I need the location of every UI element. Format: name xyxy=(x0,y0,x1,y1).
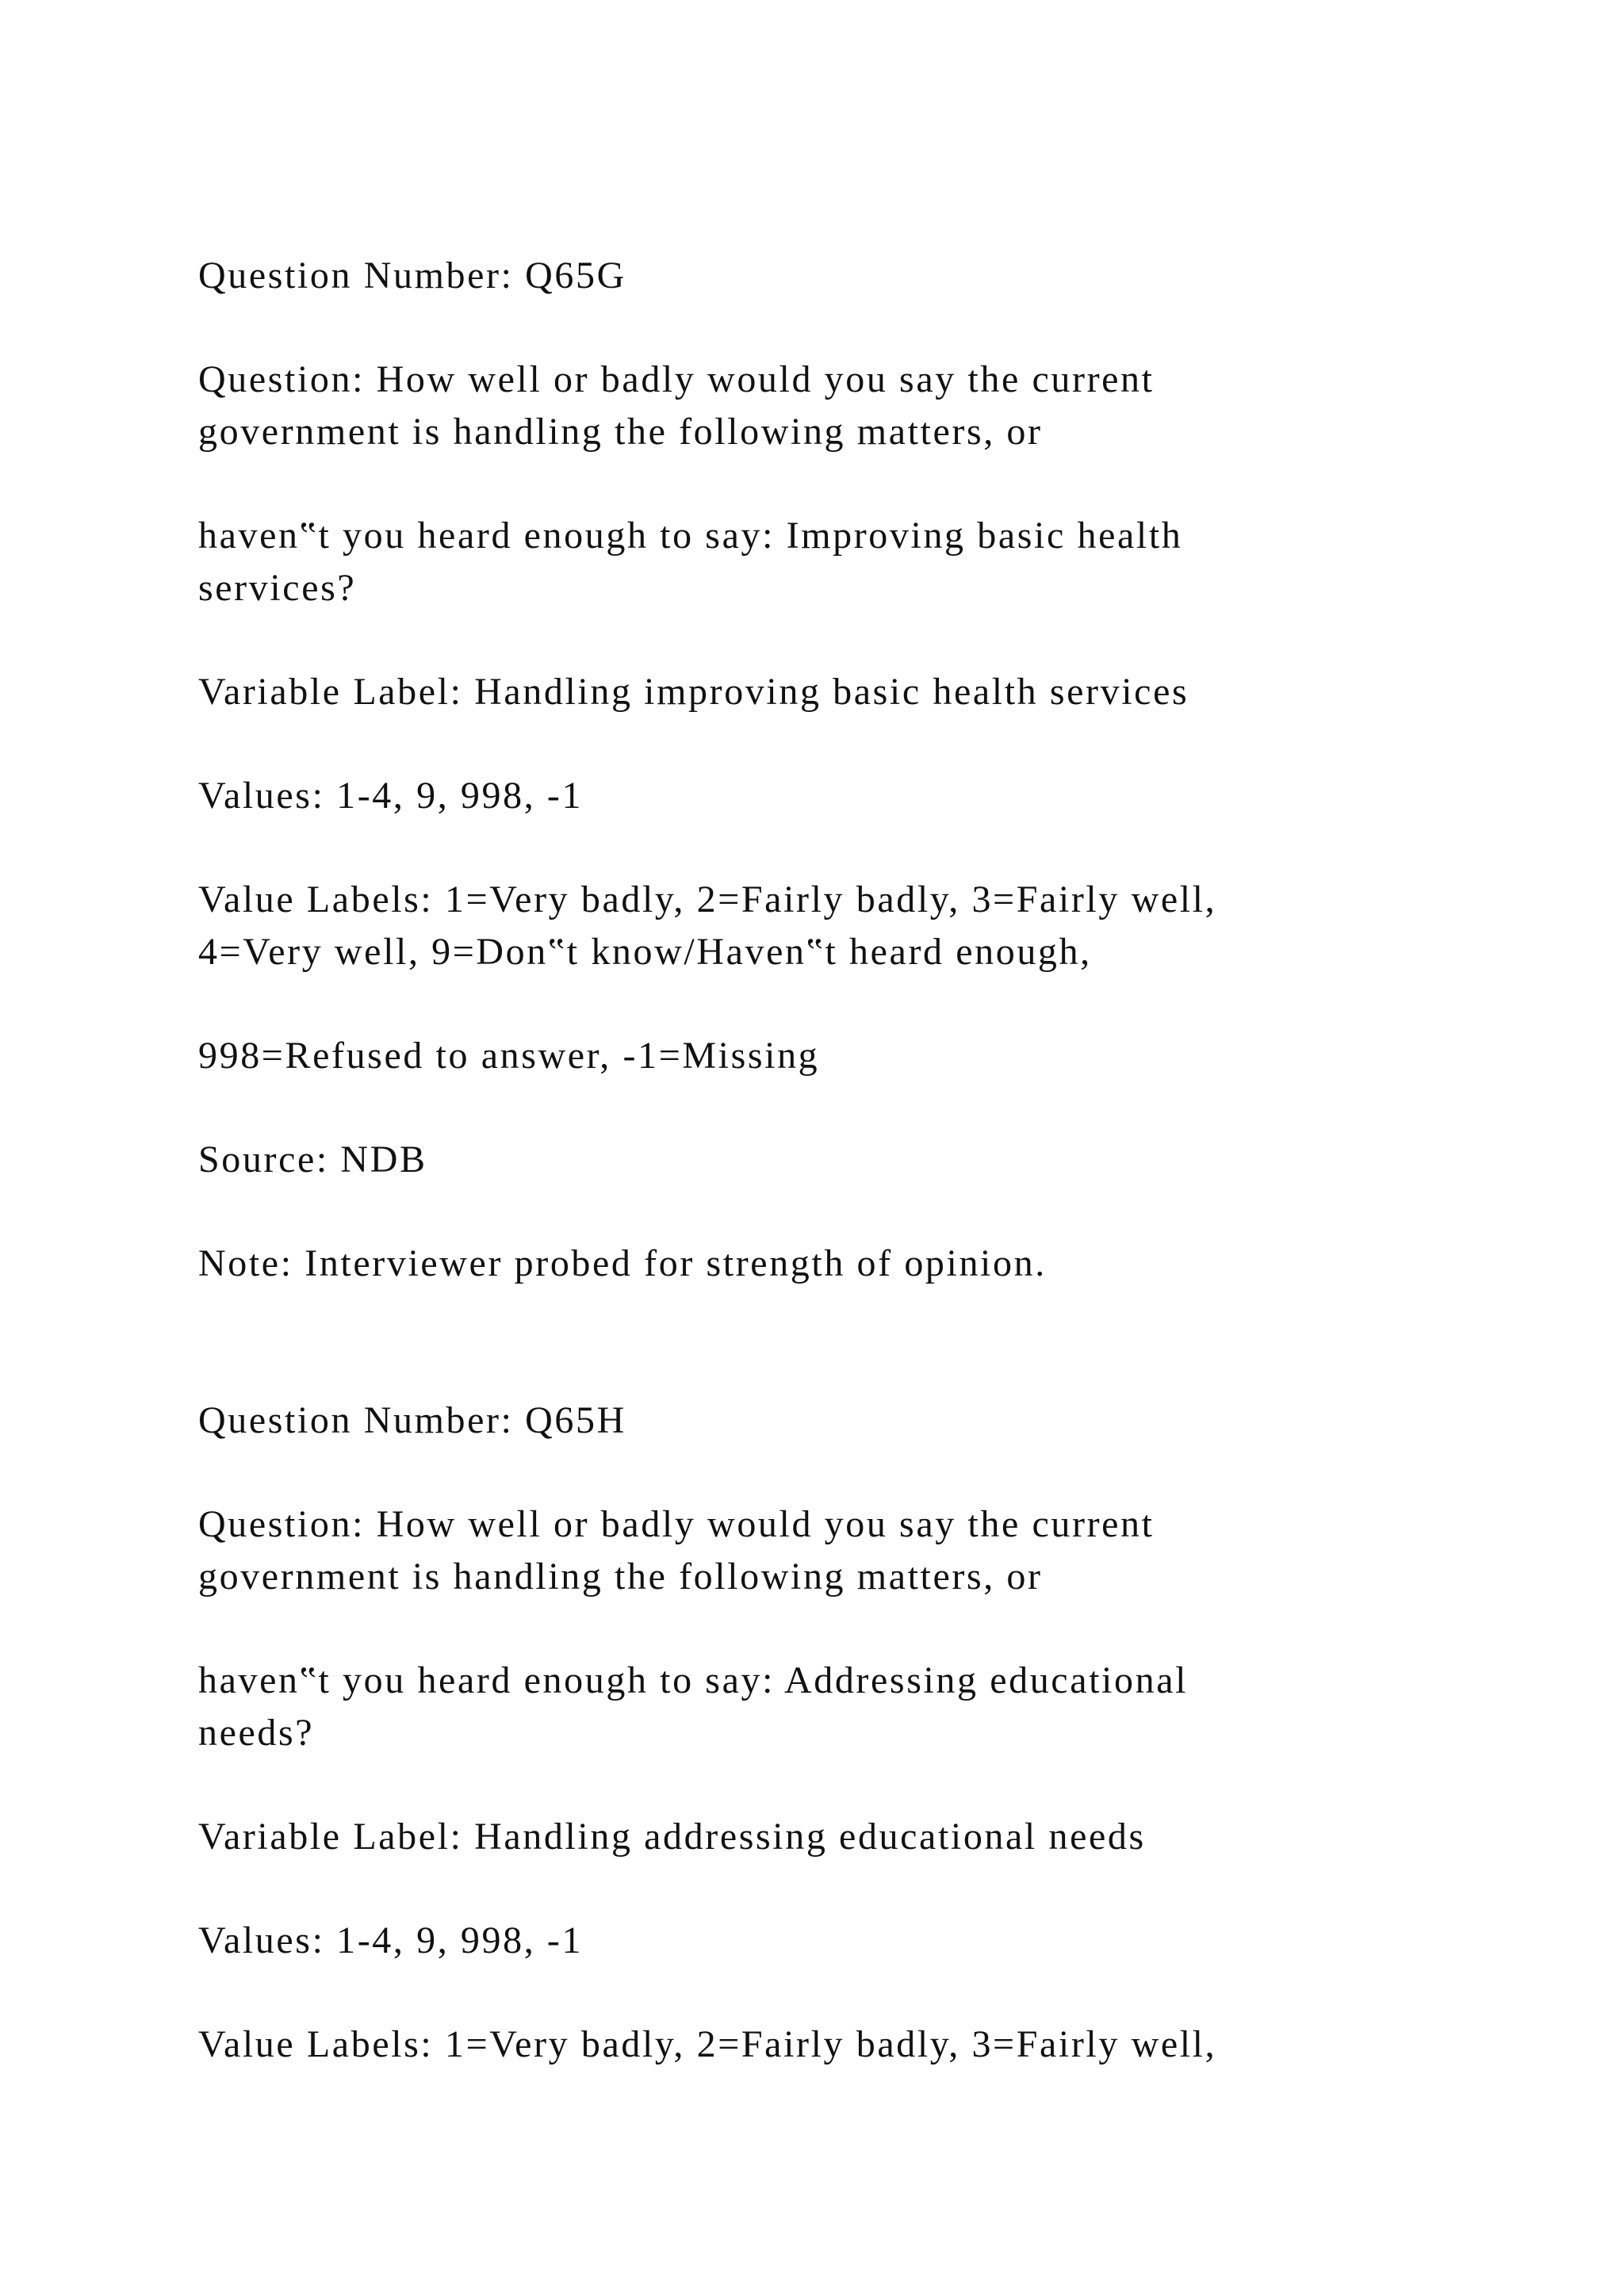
question-text-line-3: haven‟t you heard enough to say: Improving basic health xyxy=(198,515,1183,557)
values: Values: 1-4, 9, 998, -1 xyxy=(198,775,584,817)
value-labels-line-1: Value Labels: 1=Very badly, 2=Fairly badly, 3=Fairly well, xyxy=(198,2023,1217,2065)
value-labels-line-2: 4=Very well, 9=Don‟t know/Haven‟t heard enough, xyxy=(198,931,1092,973)
question-number-q65h: Question Number: Q65H xyxy=(198,1399,626,1441)
question-text-line-2: government is handling the following matters, or xyxy=(198,411,1043,453)
variable-label: Variable Label: Handling improving basic health services xyxy=(198,671,1189,713)
values: Values: 1-4, 9, 998, -1 xyxy=(198,1919,584,1961)
note: Note: Interviewer probed for strength of opinion. xyxy=(198,1242,1047,1284)
question-text-line-1: Question: How well or badly would you say the current xyxy=(198,358,1155,400)
question-text-line-4: needs? xyxy=(198,1712,315,1754)
question-text-line-3: haven‟t you heard enough to say: Addressing educational xyxy=(198,1659,1189,1701)
source: Source: NDB xyxy=(198,1138,427,1181)
variable-label: Variable Label: Handling addressing educational needs xyxy=(198,1816,1146,1858)
question-text-line-1: Question: How well or badly would you say the current xyxy=(198,1503,1155,1545)
question-text-line-4: services? xyxy=(198,567,357,609)
value-labels-line-3: 998=Refused to answer, -1=Missing xyxy=(198,1035,820,1077)
question-text-line-2: government is handling the following matters, or xyxy=(198,1556,1043,1598)
question-number-q65g: Question Number: Q65G xyxy=(198,254,626,297)
value-labels-line-1: Value Labels: 1=Very badly, 2=Fairly badly, 3=Fairly well, xyxy=(198,878,1217,920)
